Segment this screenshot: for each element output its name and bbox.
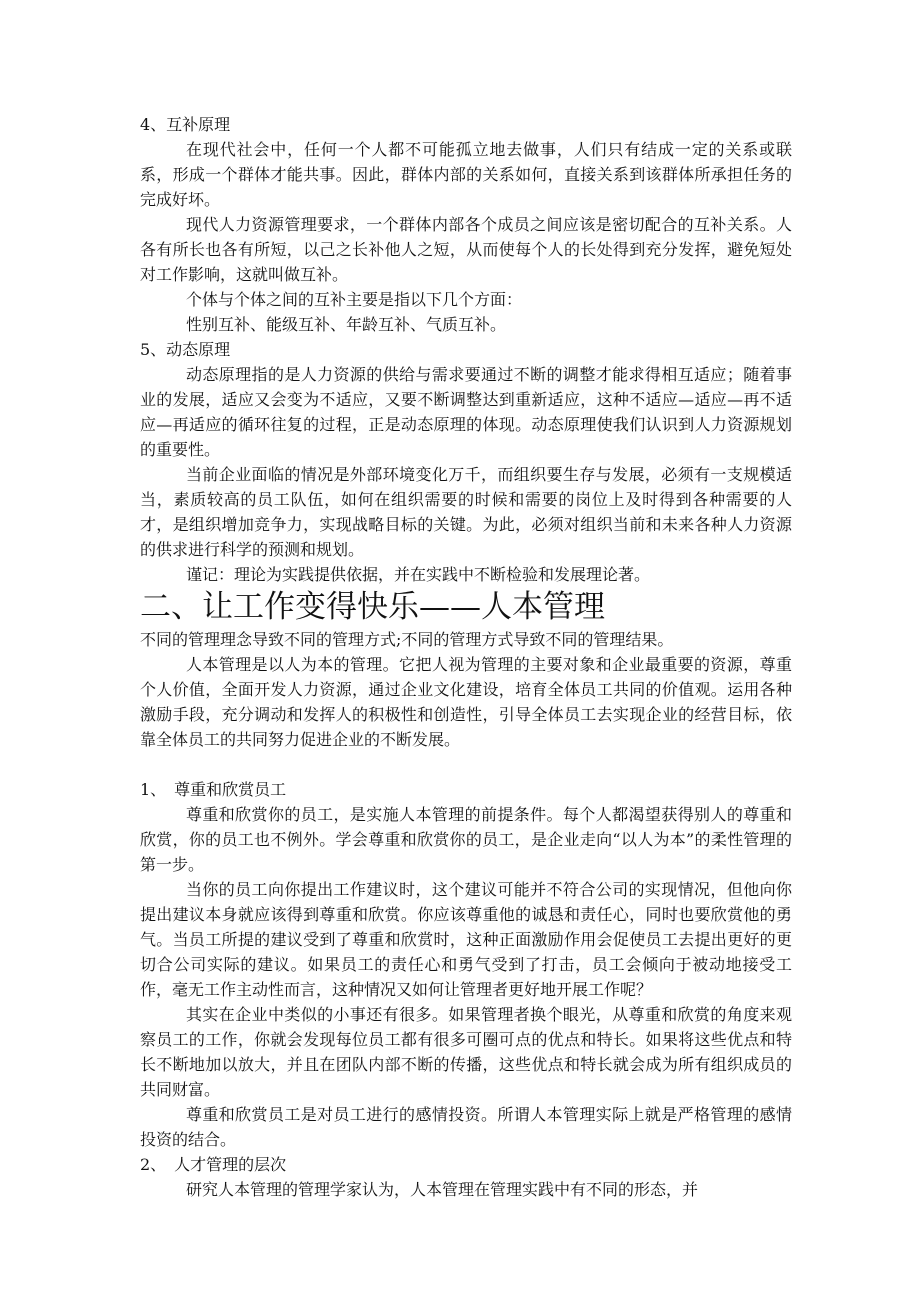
paragraph: 尊重和欣赏你的员工，是实施人本管理的前提条件。每个人都渴望获得别人的尊重和欣赏，你的员工也不例外。学会尊重和欣赏你的员工，是企业走向“以人为本”的柔性管理的第一步。	[140, 805, 792, 874]
paragraph: 其实在企业中类似的小事还有很多。如果管理者换个眼光，从尊重和欣赏的角度来观察员工的工作，你就会发现每位员工都有很多可圈可点的优点和特长。如果将这些优点和特长不断地加以放大，并且在团队内部不断的传播，这些优点和特长就会成为所有组织成员的共同财富。	[140, 1005, 792, 1099]
paragraph: 研究人本管理的管理学家认为，人本管理在管理实践中有不同的形态，并	[186, 1180, 699, 1199]
subsection-1-heading: 1、 尊重和欣赏员工	[140, 780, 287, 799]
paragraph: 个体与个体之间的互补主要是指以下几个方面：	[186, 290, 523, 309]
paragraph: 动态原理指的是人力资源的供给与需求要通过不断的调整才能求得相互适应；随着事业的发展，适应又会变为不适应，又要不断调整达到重新适应，这种不适应—适应—再不适应—再适应的循环往复的过程，正是动态原理的体现。动态原理使我们认识到人力资源规划的重要性。	[140, 365, 792, 459]
paragraph: 在现代社会中，任何一个人都不可能孤立地去做事，人们只有结成一定的关系或联系，形成一个群体才能共事。因此，群体内部的关系如何，直接关系到该群体所承担任务的完成好坏。	[140, 140, 792, 209]
paragraph: 现代人力资源管理要求，一个群体内部各个成员之间应该是密切配合的互补关系。人各有所长也各有所短，以己之长补他人之短，从而使每个人的长处得到充分发挥，避免短处对工作影响，这就叫做互补。	[140, 215, 792, 284]
chapter-2-title: 二、让工作变得快乐——人本管理	[140, 589, 605, 625]
document-page	[140, 112, 792, 1202]
paragraph: 不同的管理理念导致不同的管理方式;不同的管理方式导致不同的管理结果。	[140, 630, 674, 649]
paragraph: 尊重和欣赏员工是对员工进行的感情投资。所谓人本管理实际上就是严格管理的感情投资的结合。	[140, 1105, 792, 1149]
paragraph: 性别互补、能级互补、年龄互补、气质互补。	[186, 315, 507, 334]
paragraph: 当你的员工向你提出工作建议时，这个建议可能并不符合公司的实现情况，但他向你提出建议本身就应该得到尊重和欣赏。你应该尊重他的诚恳和责任心，同时也要欣赏他的勇气。当员工所提的建议受到了尊重和欣赏时，这种正面激励作用会促使员工去提出更好的更切合公司实际的建议。如果员工的责任心和勇气受到了打击，员工会倾向于被动地接受工作，毫无工作主动性而言，这种情况又如何让管理者更好地开展工作呢？	[140, 880, 792, 999]
subsection-2-heading: 2、 人才管理的层次	[140, 1155, 287, 1174]
blank-line	[140, 752, 792, 777]
paragraph: 当前企业面临的情况是外部环境变化万千，而组织要生存与发展，必须有一支规模适当，素质较高的员工队伍，如何在组织需要的时候和需要的岗位上及时得到各种需要的人才，是组织增加竞争力，实现战略目标的关键。为此，必须对组织当前和未来各种人力资源的供求进行科学的预测和规划。	[140, 465, 792, 559]
paragraph: 谨记：理论为实践提供依据，并在实践中不断检验和发展理论著。	[186, 565, 651, 584]
paragraph: 人本管理是以人为本的管理。它把人视为管理的主要对象和企业最重要的资源，尊重个人价值，全面开发人力资源，通过企业文化建设，培育全体员工共同的价值观。运用各种激励手段，充分调动和发挥人的积极性和创造性，引导全体员工去实现企业的经营目标，依靠全体员工的共同努力促进企业的不断发展。	[140, 655, 792, 749]
section-4-heading: 4、互补原理	[140, 115, 231, 134]
section-5-heading: 5、动态原理	[140, 340, 231, 359]
